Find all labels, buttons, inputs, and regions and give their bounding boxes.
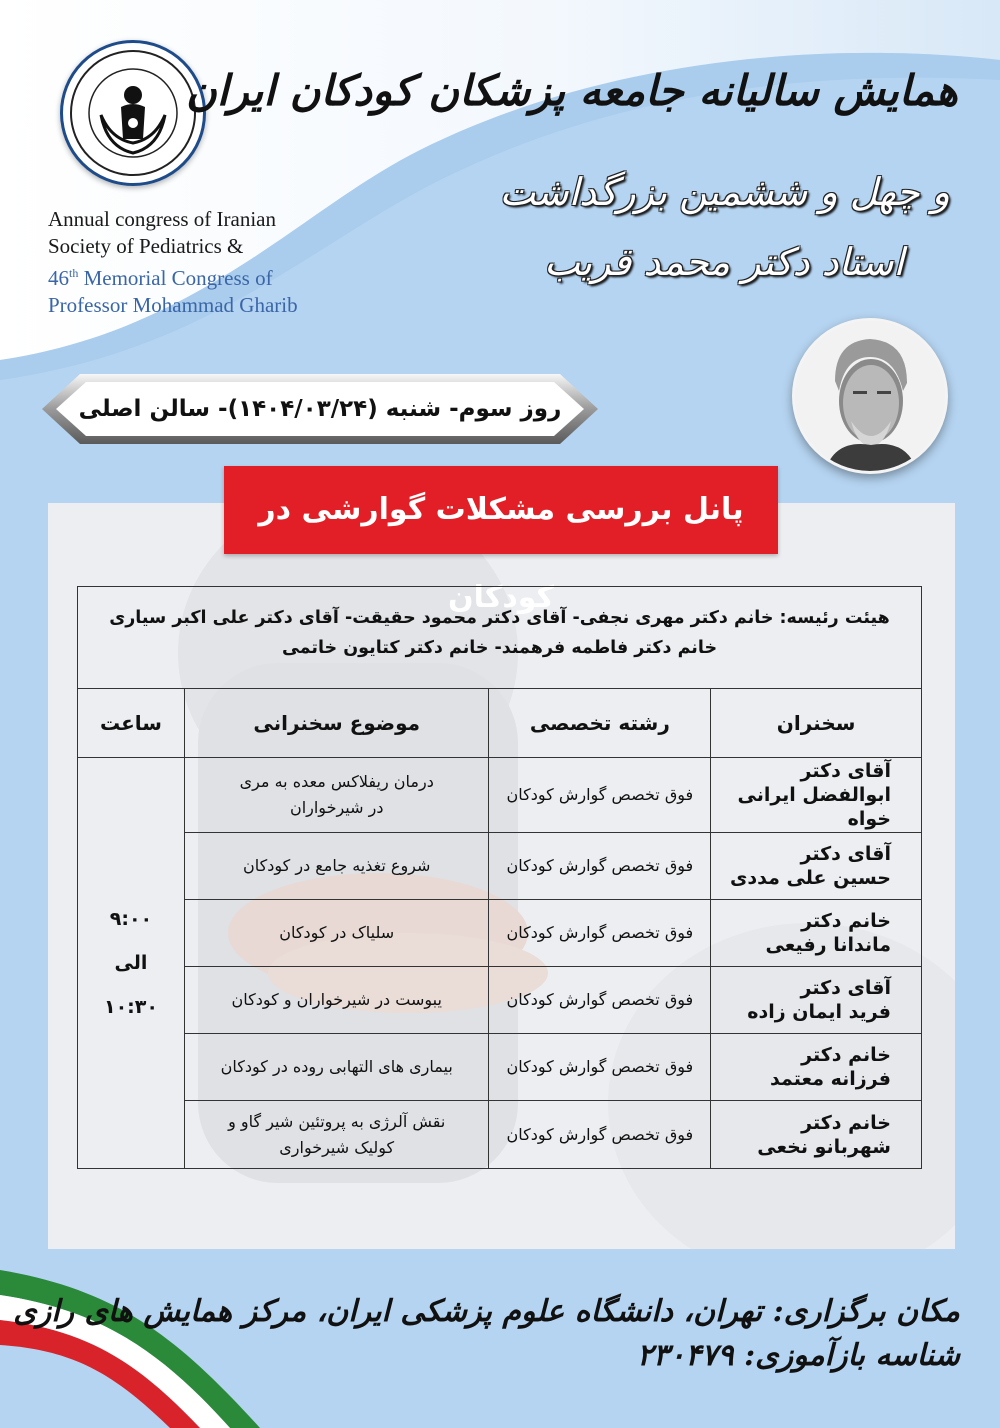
schedule-table — [77, 688, 922, 1169]
specialty-cell: فوق تخصص گوارش کودکان — [489, 758, 711, 833]
day-banner — [40, 372, 600, 446]
topic-cell: یبوست در شیرخواران و کودکان — [184, 967, 489, 1034]
english-title — [48, 206, 298, 319]
footer-info — [13, 1290, 960, 1378]
cme-code: شناسه بازآموزی: ۲۳۰۴۷۹ — [636, 1338, 960, 1373]
header-topic: موضوع سخنرانی — [184, 689, 489, 758]
topic-cell: سلیاک در کودکان — [184, 900, 489, 967]
speaker-cell: آقای دکتر فرید ایمان زاده — [711, 967, 922, 1034]
memorial-subtitle-1: و چهل و ششمین بزرگداشت — [499, 170, 950, 214]
speaker-cell: خانم دکتر ماندانا رفیعی — [711, 900, 922, 967]
presiding-committee — [77, 586, 922, 689]
specialty-cell: فوق تخصص گوارش کودکان — [489, 967, 711, 1034]
table-row — [78, 900, 922, 967]
congress-title: همایش سالیانه جامعه پزشکان کودکان ایران — [185, 66, 958, 115]
english-title-line2: Society of Pediatrics & — [48, 234, 244, 258]
speaker-cell: آقای دکتر ابوالفضل ایرانی خواه — [711, 758, 922, 833]
table-header-row — [78, 689, 922, 758]
day-banner-text: روز سوم- شنبه (۱۴۰۴/۰۳/۲۴)- سالن اصلی — [78, 396, 562, 422]
speaker-cell: خانم دکتر شهربانو نخعی — [711, 1101, 922, 1169]
time-cell — [78, 758, 185, 1169]
time-separator: الی — [114, 952, 148, 974]
table-row — [78, 967, 922, 1034]
committee-line2: خانم دکتر فاطمه فرهمند- خانم دکتر کتایون خاتمی — [281, 638, 718, 658]
time-start: ۹:۰۰ — [109, 908, 153, 930]
table-row — [78, 1034, 922, 1101]
table-row — [78, 758, 922, 833]
topic-cell: نقش آلرژی به پروتئین شیر گاو و کولیک شیرخواری — [184, 1101, 489, 1169]
topic-cell: بیماری های التهابی روده در کودکان — [184, 1034, 489, 1101]
table-row — [78, 833, 922, 900]
english-title-line4: Professor Mohammad Gharib — [48, 293, 298, 317]
society-logo — [60, 40, 206, 186]
specialty-cell: فوق تخصص گوارش کودکان — [489, 833, 711, 900]
english-title-line3: 46th Memorial Congress of — [48, 266, 273, 290]
memorial-subtitle-2: استاد دکتر محمد قریب — [544, 240, 904, 284]
specialty-cell: فوق تخصص گوارش کودکان — [489, 1101, 711, 1169]
speaker-cell: خانم دکتر فرزانه معتمد — [711, 1034, 922, 1101]
header-specialty: رشته تخصصی — [489, 689, 711, 758]
table-row — [78, 1101, 922, 1169]
header-time: ساعت — [78, 689, 185, 758]
topic-cell: شروع تغذیه جامع در کودکان — [184, 833, 489, 900]
venue-text: مکان برگزاری: تهران، دانشگاه علوم پزشکی ایران، مرکز همایش های رازی — [13, 1294, 960, 1329]
english-title-line1: Annual congress of Iranian — [48, 207, 277, 231]
time-end: ۱۰:۳۰ — [103, 996, 158, 1018]
committee-line1: هیئت رئیسه: خانم دکتر مهری نجفی- آقای دکتر محمود حقیقت- آقای دکتر علی اکبر سیاری — [109, 608, 890, 628]
panel-title: پانل بررسی مشکلات گوارشی در کودکان — [224, 466, 778, 554]
speaker-cell: آقای دکتر حسین علی مددی — [711, 833, 922, 900]
header-speaker: سخنران — [711, 689, 922, 758]
professor-portrait — [792, 318, 948, 474]
specialty-cell: فوق تخصص گوارش کودکان — [489, 1034, 711, 1101]
specialty-cell: فوق تخصص گوارش کودکان — [489, 900, 711, 967]
topic-cell: درمان ریفلاکس معده به مری در شیرخواران — [184, 758, 489, 833]
